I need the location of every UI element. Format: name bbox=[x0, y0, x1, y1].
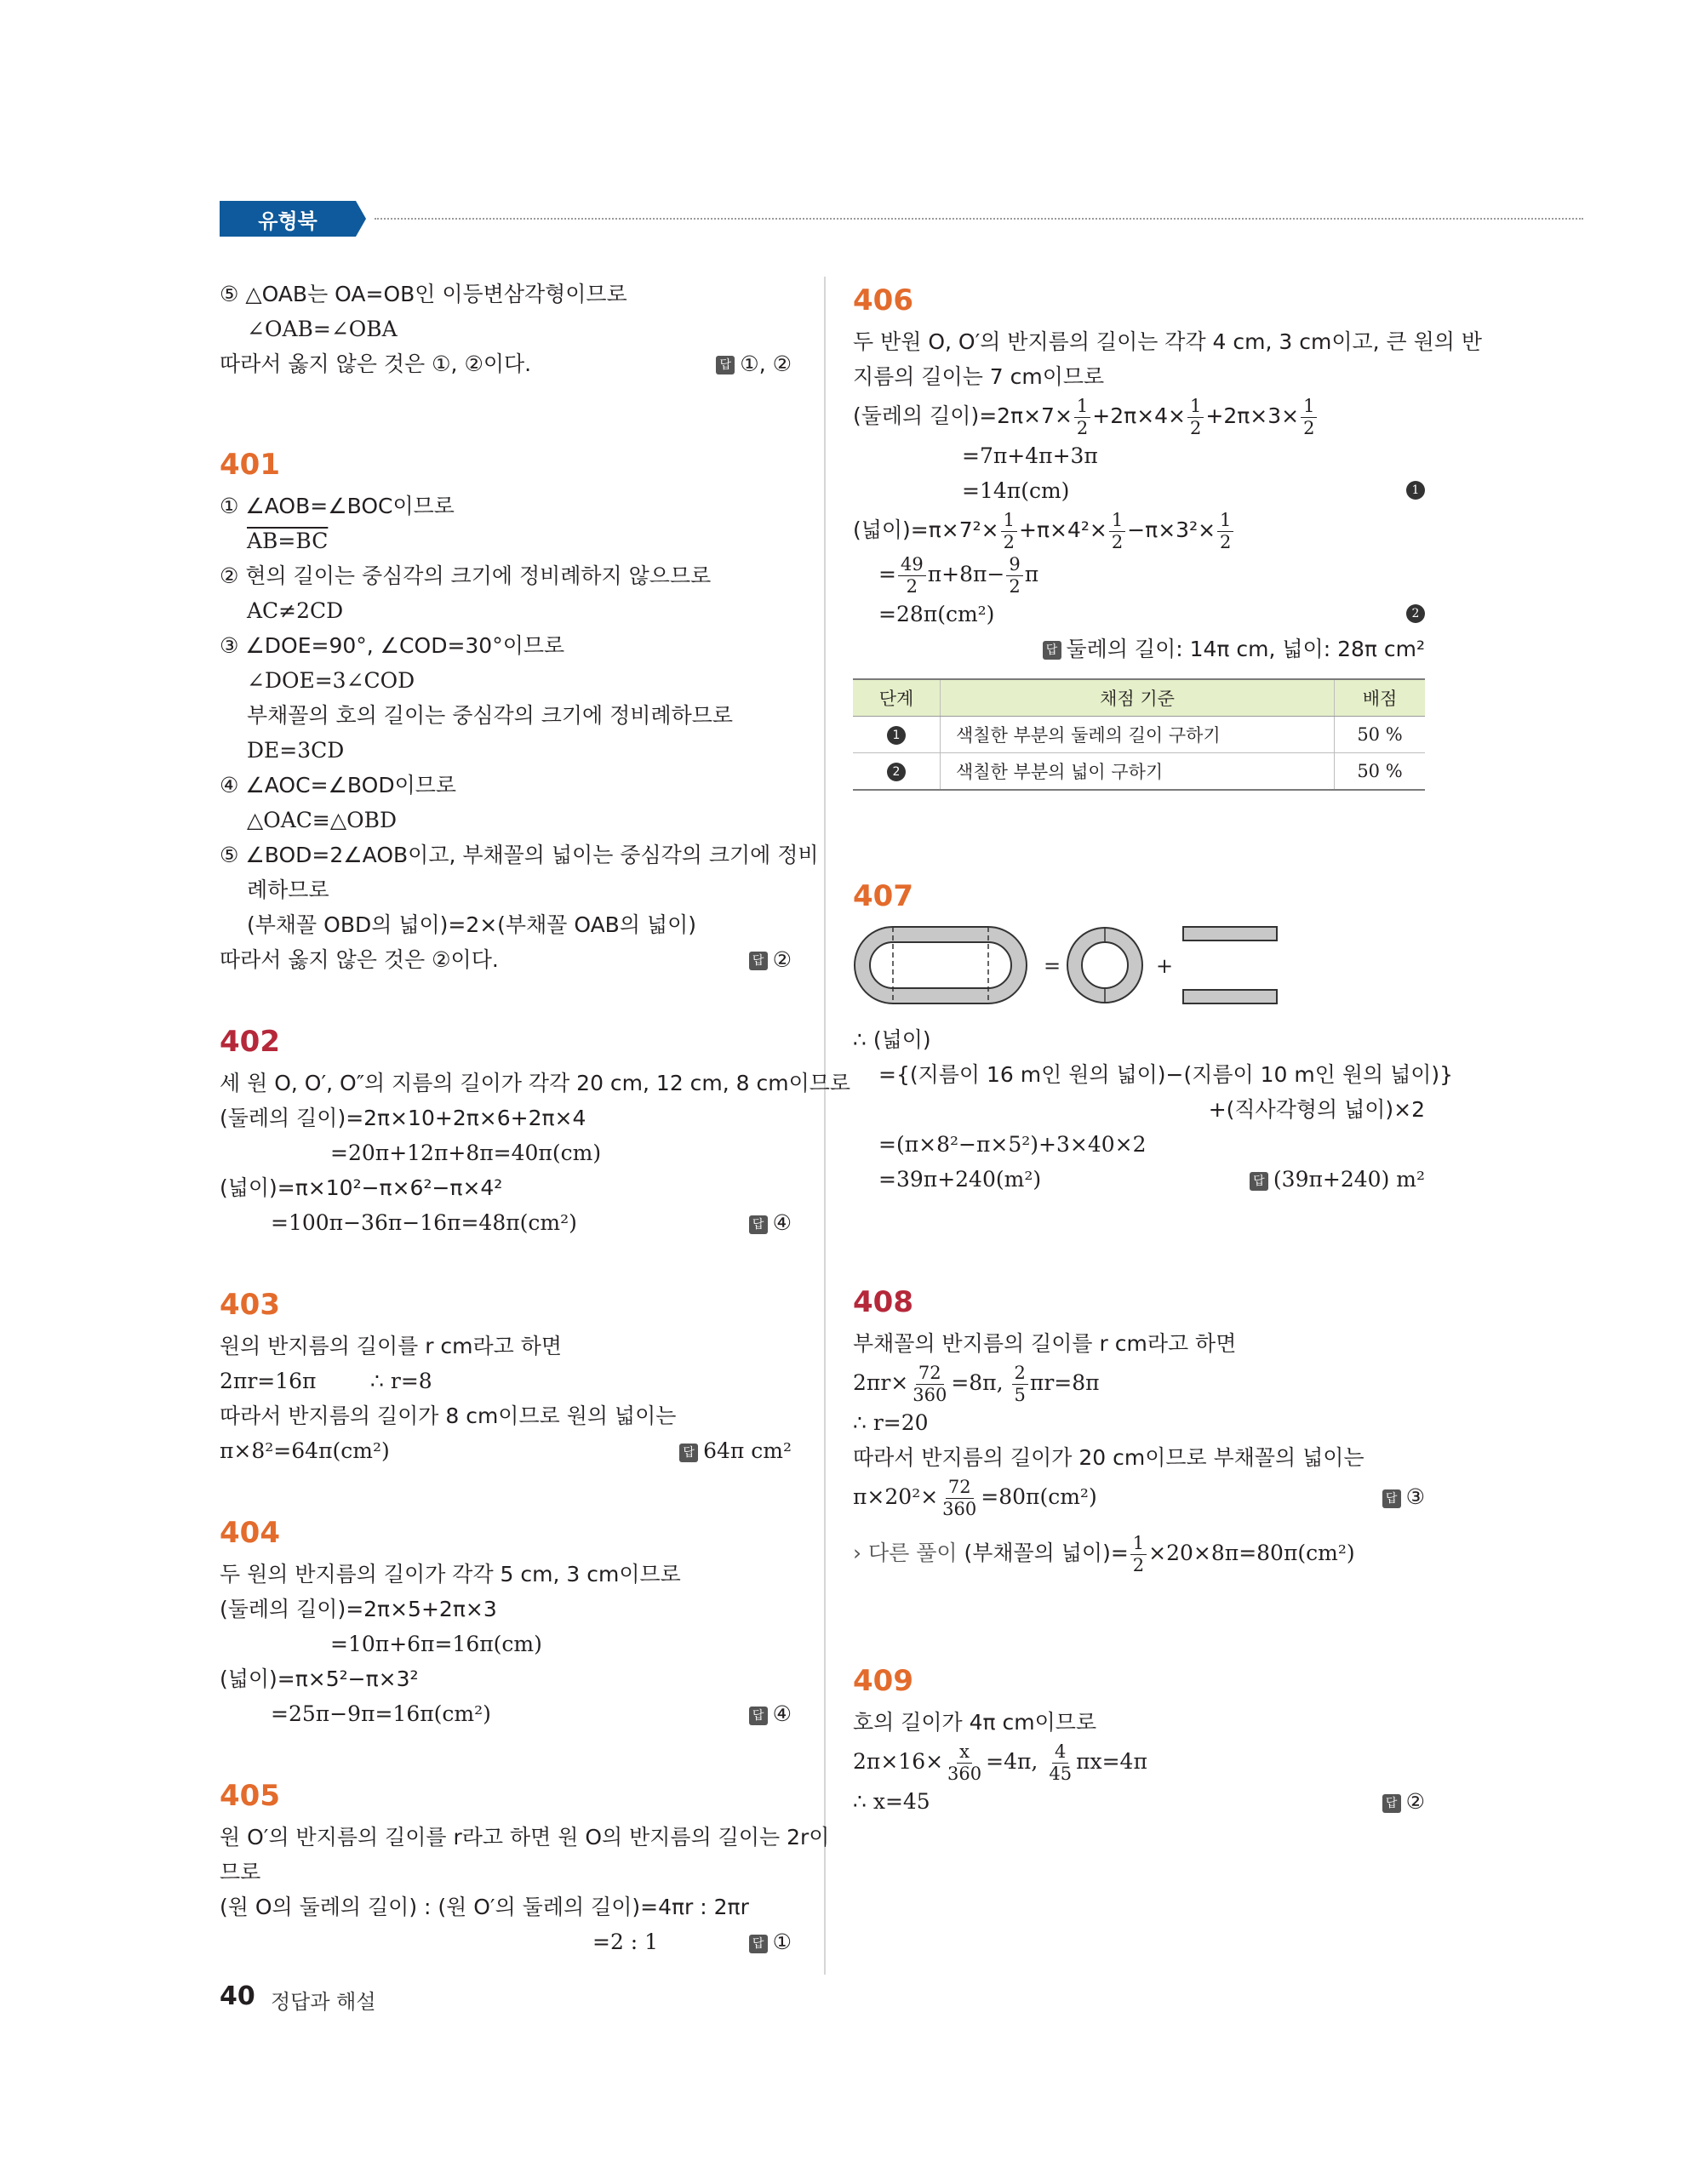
text-line: 례하므로 bbox=[247, 878, 329, 902]
answer bbox=[749, 1696, 792, 1731]
numerator: 2 bbox=[1012, 1364, 1028, 1385]
problem-number: 404 bbox=[220, 1516, 280, 1550]
chevron-right-icon: › bbox=[853, 1541, 861, 1565]
text-line bbox=[220, 1205, 792, 1240]
column-divider bbox=[824, 277, 826, 1975]
step-marker-1: 1 bbox=[887, 726, 906, 745]
header-dotted-rule bbox=[375, 218, 1583, 220]
answer bbox=[749, 1205, 792, 1240]
text-line: (원 O의 둘레의 길이) : (원 O′의 둘레의 길이)=4πr : 2πr bbox=[220, 1895, 749, 1919]
fraction bbox=[940, 1478, 979, 1518]
right-column bbox=[853, 277, 1483, 1819]
numerator: 1 bbox=[1001, 512, 1017, 532]
problem-401 bbox=[220, 441, 819, 977]
header-step: 단계 bbox=[853, 679, 941, 717]
problem-number: 401 bbox=[220, 448, 280, 482]
other-solution-label: 다른 풀이 bbox=[867, 1541, 958, 1565]
text-line bbox=[853, 1784, 1425, 1819]
text-line: 2πr=16π ∴ r=8 bbox=[220, 1369, 432, 1393]
equation-part: +2π×3× bbox=[1205, 403, 1300, 428]
text-line bbox=[853, 1162, 1425, 1197]
track-figure bbox=[853, 923, 1425, 1009]
text-line: ∠DOE=3∠COD bbox=[247, 668, 415, 693]
problem-number: 405 bbox=[220, 1779, 280, 1813]
text-line: 부채꼴의 반지름의 길이를 r cm라고 하면 bbox=[853, 1331, 1237, 1356]
numerator: 4 bbox=[1052, 1743, 1068, 1764]
text-line bbox=[220, 1433, 792, 1468]
fraction bbox=[1074, 397, 1090, 437]
grading-table bbox=[853, 678, 1425, 791]
text-line: 따라서 반지름의 길이가 8 cm이므로 원의 넓이는 bbox=[220, 1404, 677, 1428]
text-line bbox=[853, 597, 1425, 632]
text-line: 지름의 길이는 7 cm이므로 bbox=[853, 364, 1105, 389]
rectangle-strip bbox=[1183, 927, 1277, 940]
text-line: (둘레의 길이)=2π×5+2π×3 bbox=[220, 1597, 497, 1621]
problem-408 bbox=[853, 1278, 1425, 1575]
problem-number: 409 bbox=[853, 1664, 913, 1698]
denominator: 2 bbox=[1076, 417, 1089, 438]
answer bbox=[1043, 632, 1425, 666]
problem-407 bbox=[853, 872, 1454, 1197]
step-cell bbox=[853, 753, 941, 791]
problem-403 bbox=[220, 1281, 792, 1468]
text-line: AB=BC bbox=[247, 529, 329, 553]
answer bbox=[1250, 1162, 1425, 1197]
answer-value: ④ bbox=[772, 1210, 792, 1235]
answer-badge-icon: 답 bbox=[1043, 641, 1061, 660]
text-line: =7π+4π+3π bbox=[962, 443, 1098, 468]
problem-406 bbox=[853, 277, 1483, 791]
text-line: 두 원의 반지름의 길이가 각각 5 cm, 3 cm이므로 bbox=[220, 1562, 681, 1587]
equation: =100π−36π−16π=48π(cm²) bbox=[271, 1210, 577, 1235]
fraction bbox=[898, 556, 926, 596]
text-line: ② 현의 길이는 중심각의 크기에 정비례하지 않으므로 bbox=[220, 563, 712, 588]
answer bbox=[749, 1924, 792, 1959]
criterion-cell: 색칠한 부분의 둘레의 길이 구하기 bbox=[941, 717, 1335, 753]
denominator: 2 bbox=[1111, 531, 1124, 552]
equation-part: ×20×8π=80π(cm²) bbox=[1148, 1541, 1355, 1565]
answer-badge-icon: 답 bbox=[749, 1935, 768, 1953]
denominator: 2 bbox=[1303, 417, 1315, 438]
conclusion-text: 따라서 옳지 않은 것은 ①, ②이다. bbox=[220, 352, 532, 376]
equation-part: +π×4²× bbox=[1019, 517, 1107, 542]
text-line bbox=[853, 1740, 1425, 1784]
fraction bbox=[910, 1364, 949, 1404]
numerator: 49 bbox=[898, 556, 926, 576]
text-line: 두 반원 O, O′의 반지름의 길이는 각각 4 cm, 3 cm이고, 큰 원의 반 bbox=[853, 329, 1483, 354]
section-tab: 유형북 bbox=[220, 201, 356, 237]
conclusion-text: 따라서 옳지 않은 것은 ②이다. bbox=[220, 947, 499, 972]
answer-badge-icon: 답 bbox=[1382, 1489, 1401, 1508]
denominator: 5 bbox=[1014, 1385, 1026, 1405]
text-line: (둘레의 길이)=2π×10+2π×6+2π×4 bbox=[220, 1106, 586, 1130]
text-line: 원의 반지름의 길이를 r cm라고 하면 bbox=[220, 1334, 563, 1358]
text-line bbox=[220, 942, 792, 977]
numerator: 72 bbox=[946, 1478, 974, 1499]
text-line bbox=[853, 552, 1425, 597]
criterion-cell: 색칠한 부분의 넓이 구하기 bbox=[941, 753, 1335, 791]
denominator: 360 bbox=[913, 1385, 947, 1405]
text-line: (넓이)=π×10²−π×6²−π×4² bbox=[220, 1175, 503, 1200]
footer-label: 정답과 해설 bbox=[271, 1990, 376, 2014]
denominator: 2 bbox=[1132, 1554, 1145, 1575]
answer-value: ①, ② bbox=[740, 352, 792, 376]
step-cell bbox=[853, 717, 941, 753]
problem-409 bbox=[853, 1657, 1425, 1819]
equation-part: πx=4π bbox=[1076, 1749, 1147, 1774]
equation: =2 : 1 bbox=[592, 1930, 659, 1954]
text-line: +(직사각형의 넓이)×2 bbox=[1208, 1097, 1425, 1122]
header-criterion: 채점 기준 bbox=[941, 679, 1335, 717]
answer-badge-icon: 답 bbox=[679, 1444, 698, 1462]
text-line: ③ ∠DOE=90°, ∠COD=30°이므로 bbox=[220, 633, 565, 658]
text-line: ∠OAB=∠OBA bbox=[247, 317, 398, 341]
equation-part: = bbox=[878, 562, 896, 586]
equation-part: (부채꼴의 넓이)= bbox=[964, 1541, 1129, 1565]
equation: π×8²=64π(cm²) bbox=[220, 1438, 390, 1463]
text-line: ⑤ △OAB는 OA=OB인 이등변삼각형이므로 bbox=[220, 282, 627, 306]
equation-part: π bbox=[1024, 562, 1039, 586]
denominator: 2 bbox=[1190, 417, 1202, 438]
other-solution-tag bbox=[853, 1541, 958, 1565]
step-marker-2: 2 bbox=[887, 763, 906, 781]
text-line: AC≠2CD bbox=[247, 598, 344, 623]
answer-badge-icon: 답 bbox=[749, 1707, 768, 1725]
fraction bbox=[1130, 1532, 1147, 1575]
answer-badge-icon: 답 bbox=[1382, 1794, 1401, 1813]
denominator: 2 bbox=[906, 576, 918, 597]
numerator: 1 bbox=[1187, 397, 1204, 418]
text-line: ∴ r=20 bbox=[853, 1410, 929, 1435]
answer-value: ② bbox=[1405, 1789, 1425, 1814]
text-line bbox=[220, 346, 792, 381]
text-line: (넓이)=π×5²−π×3² bbox=[220, 1667, 419, 1691]
equation-part: π×20²× bbox=[853, 1484, 939, 1509]
equation-part: =80π(cm²) bbox=[981, 1484, 1097, 1509]
problem-402 bbox=[220, 1018, 851, 1240]
problem-number: 407 bbox=[853, 879, 913, 913]
fraction bbox=[1217, 509, 1233, 552]
prev-answer-block bbox=[220, 277, 792, 381]
fraction bbox=[945, 1743, 984, 1783]
denominator: 2 bbox=[1220, 531, 1232, 552]
answer bbox=[1382, 1475, 1425, 1519]
problem-number: 408 bbox=[853, 1285, 913, 1319]
equals-sign: = bbox=[1044, 954, 1061, 978]
page-number: 40 bbox=[220, 1981, 255, 2011]
answer-badge-icon: 답 bbox=[749, 1215, 768, 1234]
text-line: ④ ∠AOC=∠BOD이므로 bbox=[220, 773, 457, 798]
equation-part: 2πr× bbox=[853, 1370, 909, 1395]
equation-part: =4π, bbox=[986, 1749, 1045, 1774]
text-line bbox=[853, 394, 1425, 438]
equation-part: +2π×4× bbox=[1092, 403, 1187, 428]
section-tab-arrow bbox=[356, 201, 366, 237]
problem-number: 402 bbox=[220, 1025, 280, 1059]
numerator: 1 bbox=[1301, 397, 1317, 418]
problem-number: 406 bbox=[853, 283, 913, 317]
answer-value: (39π+240) m² bbox=[1273, 1167, 1425, 1192]
text-line bbox=[853, 1475, 1425, 1519]
answer-value: ① bbox=[772, 1930, 792, 1954]
table-row bbox=[853, 717, 1425, 753]
text-line: ⑤ ∠BOD=2∠AOB이고, 부채꼴의 넓이는 중심각의 크기에 정비 bbox=[220, 843, 819, 867]
numerator: x bbox=[957, 1743, 972, 1764]
answer bbox=[1382, 1784, 1425, 1819]
text-line: (부채꼴 OBD의 넓이)=2×(부채꼴 OAB의 넓이) bbox=[247, 912, 696, 937]
answer-value: ④ bbox=[772, 1701, 792, 1726]
text-line bbox=[220, 1696, 792, 1731]
numerator: 72 bbox=[916, 1364, 944, 1385]
equation-part: =8π, bbox=[951, 1370, 1010, 1395]
text-line bbox=[853, 1531, 1425, 1575]
track-inner bbox=[870, 942, 1011, 988]
answer-value: ③ bbox=[1405, 1484, 1425, 1509]
answer-badge-icon: 답 bbox=[749, 952, 768, 970]
denominator: 360 bbox=[942, 1499, 977, 1519]
problem-405 bbox=[220, 1772, 830, 1959]
fraction bbox=[1046, 1743, 1074, 1783]
answer-badge-icon: 답 bbox=[1250, 1172, 1268, 1191]
text-line: ∴ (넓이) bbox=[853, 1027, 931, 1052]
equation: =14π(cm) bbox=[962, 478, 1070, 503]
answer-value: ② bbox=[772, 947, 792, 972]
equation-part: π+8π− bbox=[927, 562, 1005, 586]
denominator: 45 bbox=[1049, 1764, 1073, 1784]
text-line: 원 O′의 반지름의 길이를 r라고 하면 원 O의 반지름의 길이는 2r이 bbox=[220, 1825, 830, 1850]
answer-value: 64π cm² bbox=[703, 1438, 792, 1463]
equation-part: 2π×16× bbox=[853, 1749, 944, 1774]
equation: =39π+240(m²) bbox=[878, 1167, 1042, 1192]
denominator: 2 bbox=[1003, 531, 1015, 552]
equation-part: (넓이)=π×7²× bbox=[853, 517, 999, 542]
equation-part: (둘레의 길이)=2π×7× bbox=[853, 403, 1073, 428]
header-points: 배점 bbox=[1335, 679, 1426, 717]
numerator: 9 bbox=[1006, 556, 1022, 576]
text-line: ① ∠AOB=∠BOC이므로 bbox=[220, 494, 455, 518]
text-line: 므로 bbox=[220, 1860, 261, 1884]
fraction bbox=[1001, 509, 1017, 552]
text-line bbox=[853, 1361, 1425, 1405]
fraction bbox=[1187, 397, 1204, 437]
answer bbox=[749, 942, 792, 977]
equation-part: πr=8π bbox=[1029, 1370, 1100, 1395]
problem-404 bbox=[220, 1509, 792, 1731]
problem-number: 403 bbox=[220, 1288, 280, 1322]
equation: =28π(cm²) bbox=[878, 602, 995, 626]
fraction bbox=[1006, 556, 1022, 596]
answer bbox=[716, 346, 792, 381]
points-cell: 50 % bbox=[1335, 753, 1426, 791]
text-line: =20π+12π+8π=40π(cm) bbox=[330, 1141, 602, 1165]
ring-inner bbox=[1082, 942, 1128, 988]
text-line bbox=[853, 473, 1425, 508]
text-line: 따라서 반지름의 길이가 20 cm이므로 부채꼴의 넓이는 bbox=[853, 1445, 1364, 1470]
numerator: 1 bbox=[1109, 512, 1125, 532]
denominator: 360 bbox=[947, 1764, 982, 1784]
text-line: =10π+6π=16π(cm) bbox=[330, 1632, 542, 1656]
step-marker-1: 1 bbox=[1406, 481, 1425, 500]
left-column bbox=[220, 277, 851, 1959]
equation-part: −π×3²× bbox=[1127, 517, 1216, 542]
text-line: △OAC≡△OBD bbox=[247, 808, 397, 832]
text-line: 호의 길이가 4π cm이므로 bbox=[853, 1710, 1097, 1735]
answer-badge-icon: 답 bbox=[716, 356, 735, 374]
rectangle-strip bbox=[1183, 990, 1277, 1003]
plus-sign: + bbox=[1156, 954, 1174, 978]
denominator: 2 bbox=[1009, 576, 1021, 597]
text-line: 부채꼴의 호의 길이는 중심각의 크기에 정비례하므로 bbox=[247, 703, 734, 728]
table-header-row bbox=[853, 679, 1425, 717]
fraction bbox=[1109, 509, 1125, 552]
numerator: 1 bbox=[1130, 1535, 1147, 1555]
equation: ∴ x=45 bbox=[853, 1789, 930, 1814]
fraction bbox=[1012, 1364, 1028, 1404]
step-marker-2: 2 bbox=[1406, 604, 1425, 623]
answer bbox=[679, 1433, 792, 1468]
text-line: ={(지름이 16 m인 원의 넓이)−(지름이 10 m인 원의 넓이)} bbox=[878, 1062, 1454, 1087]
numerator: 1 bbox=[1074, 397, 1090, 418]
text-line bbox=[853, 632, 1425, 666]
fraction bbox=[1301, 397, 1317, 437]
text-line bbox=[220, 1924, 792, 1959]
equation: =25π−9π=16π(cm²) bbox=[271, 1701, 491, 1726]
text-line bbox=[853, 508, 1425, 552]
answer-value: 둘레의 길이: 14π cm, 넓이: 28π cm² bbox=[1066, 637, 1425, 661]
numerator: 1 bbox=[1217, 512, 1233, 532]
text-line: =(π×8²−π×5²)+3×40×2 bbox=[878, 1132, 1147, 1157]
points-cell: 50 % bbox=[1335, 717, 1426, 753]
table-row bbox=[853, 753, 1425, 791]
text-line: DE=3CD bbox=[247, 738, 345, 763]
text-line: 세 원 O, O′, O″의 지름의 길이가 각각 20 cm, 12 cm, 8 cm이므로 bbox=[220, 1071, 851, 1095]
